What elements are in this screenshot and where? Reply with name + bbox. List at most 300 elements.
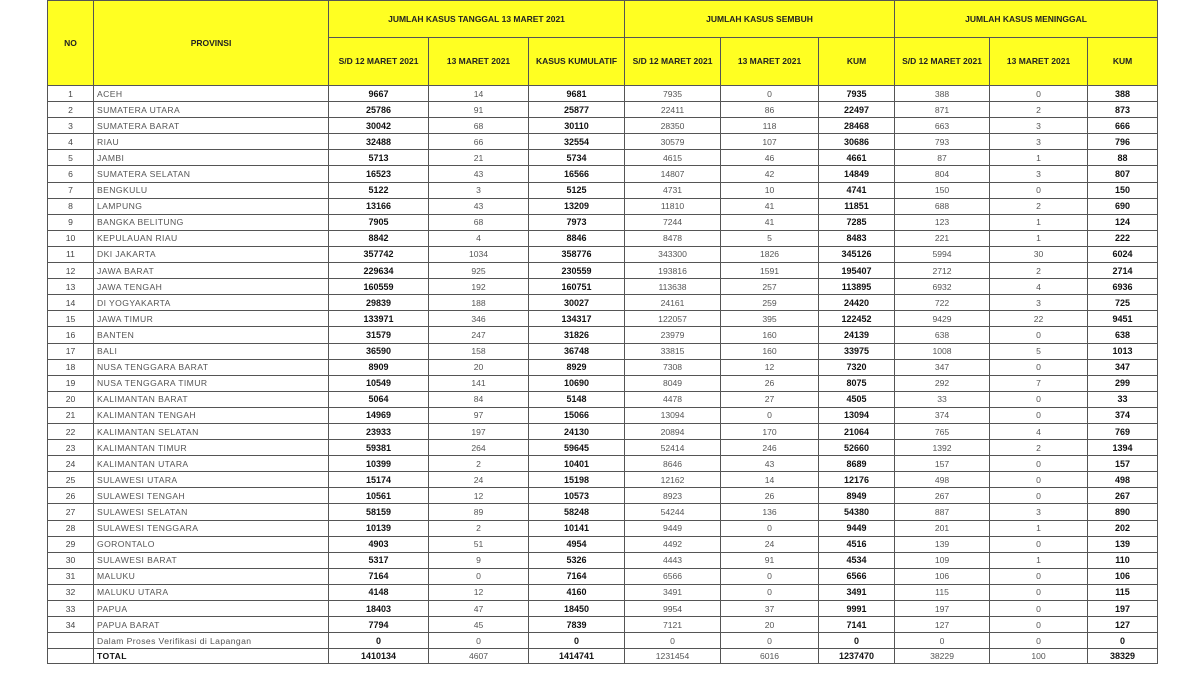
table-row [48, 633, 1158, 649]
cell-sembuh-kum: 21064 [819, 423, 895, 439]
cell-kasus-sd12: 25786 [329, 102, 429, 118]
cell-provinsi: TOTAL [94, 649, 329, 664]
cell-provinsi: KEPULAUAN RIAU [94, 230, 329, 246]
cell-sembuh-kum: 33975 [819, 343, 895, 359]
cell-kasus-kumulatif: 10690 [529, 375, 625, 391]
cell-meninggal-sd12: 663 [895, 118, 990, 134]
table-row [48, 263, 1158, 279]
cell-kasus-sd12: 10139 [329, 520, 429, 536]
table-row [48, 359, 1158, 375]
cell-meninggal-sd12: 722 [895, 295, 990, 311]
cell-meninggal-sd12: 498 [895, 472, 990, 488]
cell-meninggal-sd12: 38229 [895, 649, 990, 664]
cell-meninggal-sd12: 109 [895, 552, 990, 568]
cell-no: 19 [48, 375, 94, 391]
cell-kasus-13: 3 [429, 182, 529, 198]
cell-no: 1 [48, 86, 94, 102]
cell-provinsi: BENGKULU [94, 182, 329, 198]
cell-sembuh-kum: 4516 [819, 536, 895, 552]
cell-kasus-sd12: 16523 [329, 166, 429, 182]
cell-kasus-kumulatif: 134317 [529, 311, 625, 327]
cell-meninggal-kum: 1394 [1088, 440, 1158, 456]
cell-meninggal-kum: 115 [1088, 584, 1158, 600]
cell-provinsi: JAWA TENGAH [94, 279, 329, 295]
cell-meninggal-sd12: 887 [895, 504, 990, 520]
cell-sembuh-kum: 12176 [819, 472, 895, 488]
cell-kasus-sd12: 7905 [329, 214, 429, 230]
cell-kasus-sd12: 7164 [329, 568, 429, 584]
cell-provinsi: KALIMANTAN TENGAH [94, 407, 329, 423]
cell-sembuh-13: 0 [721, 520, 819, 536]
cell-sembuh-13: 136 [721, 504, 819, 520]
cell-sembuh-13: 160 [721, 327, 819, 343]
table-row [48, 552, 1158, 568]
cell-kasus-sd12: 4903 [329, 536, 429, 552]
cell-sembuh-13: 6016 [721, 649, 819, 664]
cell-sembuh-sd12: 20894 [625, 423, 721, 439]
cell-sembuh-kum: 3491 [819, 584, 895, 600]
cell-sembuh-kum: 22497 [819, 102, 895, 118]
cell-kasus-kumulatif: 160751 [529, 279, 625, 295]
cell-kasus-kumulatif: 32554 [529, 134, 625, 150]
cell-kasus-13: 45 [429, 617, 529, 633]
cell-meninggal-kum: 267 [1088, 488, 1158, 504]
cell-kasus-kumulatif: 31826 [529, 327, 625, 343]
cell-meninggal-kum: 222 [1088, 230, 1158, 246]
cell-provinsi: KALIMANTAN TIMUR [94, 440, 329, 456]
cell-kasus-13: 4 [429, 230, 529, 246]
cell-no: 20 [48, 391, 94, 407]
cell-sembuh-kum: 4661 [819, 150, 895, 166]
cell-no [48, 649, 94, 664]
cell-sembuh-kum: 14849 [819, 166, 895, 182]
cell-kasus-sd12: 5122 [329, 182, 429, 198]
cell-sembuh-kum: 4505 [819, 391, 895, 407]
cell-sembuh-kum: 122452 [819, 311, 895, 327]
table-row [48, 198, 1158, 214]
cell-kasus-13: 9 [429, 552, 529, 568]
cell-meninggal-sd12: 197 [895, 601, 990, 617]
cell-sembuh-13: 41 [721, 198, 819, 214]
cell-kasus-13: 66 [429, 134, 529, 150]
cell-provinsi: SUMATERA SELATAN [94, 166, 329, 182]
header-group-kasus: JUMLAH KASUS TANGGAL 13 MARET 2021 [329, 1, 625, 38]
cell-kasus-13: 97 [429, 407, 529, 423]
cell-meninggal-sd12: 9429 [895, 311, 990, 327]
cell-no [48, 633, 94, 649]
cell-sembuh-13: 91 [721, 552, 819, 568]
cell-meninggal-kum: 347 [1088, 359, 1158, 375]
cell-meninggal-sd12: 123 [895, 214, 990, 230]
cell-meninggal-13: 0 [990, 327, 1088, 343]
cell-provinsi: MALUKU UTARA [94, 584, 329, 600]
cell-provinsi: ACEH [94, 86, 329, 102]
cell-no: 18 [48, 359, 94, 375]
cell-meninggal-kum: 139 [1088, 536, 1158, 552]
cell-no: 10 [48, 230, 94, 246]
cell-sembuh-sd12: 9449 [625, 520, 721, 536]
cell-kasus-sd12: 8909 [329, 359, 429, 375]
cell-provinsi: BANGKA BELITUNG [94, 214, 329, 230]
cell-kasus-sd12: 5317 [329, 552, 429, 568]
cell-kasus-kumulatif: 15198 [529, 472, 625, 488]
cell-meninggal-13: 3 [990, 166, 1088, 182]
cell-sembuh-sd12: 6566 [625, 568, 721, 584]
cell-no: 22 [48, 423, 94, 439]
cell-meninggal-kum: 873 [1088, 102, 1158, 118]
table-row [48, 311, 1158, 327]
table-row [48, 472, 1158, 488]
cell-provinsi: DKI JAKARTA [94, 246, 329, 262]
cell-sembuh-sd12: 8646 [625, 456, 721, 472]
cell-provinsi: SULAWESI SELATAN [94, 504, 329, 520]
cell-meninggal-13: 3 [990, 118, 1088, 134]
cell-sembuh-13: 10 [721, 182, 819, 198]
cell-meninggal-13: 0 [990, 536, 1088, 552]
cell-meninggal-sd12: 804 [895, 166, 990, 182]
cell-sembuh-sd12: 4443 [625, 552, 721, 568]
cell-kasus-sd12: 7794 [329, 617, 429, 633]
cell-kasus-13: 2 [429, 520, 529, 536]
cell-meninggal-13: 2 [990, 263, 1088, 279]
cell-meninggal-kum: 110 [1088, 552, 1158, 568]
header-meninggal-13: 13 MARET 2021 [990, 38, 1088, 86]
cell-sembuh-kum: 7935 [819, 86, 895, 102]
cell-kasus-kumulatif: 58248 [529, 504, 625, 520]
cell-sembuh-13: 27 [721, 391, 819, 407]
cell-sembuh-sd12: 0 [625, 633, 721, 649]
header-sembuh-kum: KUM [819, 38, 895, 86]
cell-kasus-sd12: 357742 [329, 246, 429, 262]
cell-no: 34 [48, 617, 94, 633]
cell-kasus-sd12: 31579 [329, 327, 429, 343]
cell-meninggal-kum: 127 [1088, 617, 1158, 633]
cell-kasus-kumulatif: 59645 [529, 440, 625, 456]
table-row [48, 102, 1158, 118]
cell-kasus-kumulatif: 8929 [529, 359, 625, 375]
cell-meninggal-13: 1 [990, 230, 1088, 246]
cell-meninggal-sd12: 871 [895, 102, 990, 118]
cell-no: 21 [48, 407, 94, 423]
cell-meninggal-kum: 88 [1088, 150, 1158, 166]
cell-meninggal-kum: 807 [1088, 166, 1158, 182]
cell-kasus-13: 264 [429, 440, 529, 456]
cell-kasus-13: 1034 [429, 246, 529, 262]
cell-sembuh-13: 26 [721, 488, 819, 504]
cell-sembuh-sd12: 52414 [625, 440, 721, 456]
cell-no: 13 [48, 279, 94, 295]
cell-sembuh-kum: 13094 [819, 407, 895, 423]
cell-kasus-sd12: 133971 [329, 311, 429, 327]
table-row [48, 230, 1158, 246]
cell-sembuh-sd12: 12162 [625, 472, 721, 488]
cell-meninggal-13: 0 [990, 86, 1088, 102]
cell-meninggal-sd12: 139 [895, 536, 990, 552]
cell-kasus-13: 925 [429, 263, 529, 279]
cell-no: 16 [48, 327, 94, 343]
cell-sembuh-sd12: 13094 [625, 407, 721, 423]
cell-meninggal-13: 1 [990, 214, 1088, 230]
cell-sembuh-sd12: 28350 [625, 118, 721, 134]
cell-meninggal-kum: 0 [1088, 633, 1158, 649]
cell-kasus-13: 51 [429, 536, 529, 552]
cell-sembuh-kum: 9449 [819, 520, 895, 536]
cell-sembuh-13: 37 [721, 601, 819, 617]
cell-kasus-kumulatif: 30110 [529, 118, 625, 134]
cell-kasus-kumulatif: 36748 [529, 343, 625, 359]
table-row [48, 118, 1158, 134]
cell-meninggal-13: 30 [990, 246, 1088, 262]
cell-meninggal-sd12: 1008 [895, 343, 990, 359]
cell-sembuh-sd12: 30579 [625, 134, 721, 150]
table-row [48, 343, 1158, 359]
cell-sembuh-kum: 30686 [819, 134, 895, 150]
cell-provinsi: KALIMANTAN UTARA [94, 456, 329, 472]
cell-sembuh-13: 118 [721, 118, 819, 134]
cell-meninggal-sd12: 6932 [895, 279, 990, 295]
header-meninggal-sd12: S/D 12 MARET 2021 [895, 38, 990, 86]
table-row [48, 488, 1158, 504]
cell-meninggal-kum: 1013 [1088, 343, 1158, 359]
cell-provinsi: KALIMANTAN SELATAN [94, 423, 329, 439]
header-sembuh-sd12: S/D 12 MARET 2021 [625, 38, 721, 86]
cell-meninggal-sd12: 221 [895, 230, 990, 246]
cell-sembuh-13: 5 [721, 230, 819, 246]
cell-kasus-kumulatif: 9681 [529, 86, 625, 102]
cell-no: 11 [48, 246, 94, 262]
cell-meninggal-sd12: 638 [895, 327, 990, 343]
table-row [48, 279, 1158, 295]
cell-kasus-13: 84 [429, 391, 529, 407]
cell-meninggal-13: 3 [990, 134, 1088, 150]
cell-kasus-13: 192 [429, 279, 529, 295]
cell-kasus-sd12: 5713 [329, 150, 429, 166]
cell-meninggal-13: 100 [990, 649, 1088, 664]
table-row [48, 295, 1158, 311]
cell-meninggal-kum: 725 [1088, 295, 1158, 311]
cell-meninggal-13: 0 [990, 584, 1088, 600]
cell-sembuh-kum: 7285 [819, 214, 895, 230]
table-row [48, 327, 1158, 343]
cell-provinsi: SULAWESI BARAT [94, 552, 329, 568]
cell-sembuh-kum: 54380 [819, 504, 895, 520]
cell-no: 29 [48, 536, 94, 552]
cell-meninggal-sd12: 115 [895, 584, 990, 600]
cell-kasus-13: 0 [429, 633, 529, 649]
cell-provinsi: BALI [94, 343, 329, 359]
cell-meninggal-sd12: 87 [895, 150, 990, 166]
cell-sembuh-kum: 24139 [819, 327, 895, 343]
cell-no: 17 [48, 343, 94, 359]
cell-meninggal-13: 5 [990, 343, 1088, 359]
cell-sembuh-sd12: 7121 [625, 617, 721, 633]
cell-kasus-kumulatif: 5734 [529, 150, 625, 166]
cell-meninggal-kum: 388 [1088, 86, 1158, 102]
cell-sembuh-sd12: 22411 [625, 102, 721, 118]
cell-sembuh-sd12: 23979 [625, 327, 721, 343]
cell-kasus-sd12: 10549 [329, 375, 429, 391]
cell-meninggal-kum: 638 [1088, 327, 1158, 343]
cell-meninggal-13: 0 [990, 488, 1088, 504]
cell-meninggal-sd12: 150 [895, 182, 990, 198]
table-row [48, 440, 1158, 456]
cell-meninggal-13: 0 [990, 407, 1088, 423]
cell-kasus-sd12: 10561 [329, 488, 429, 504]
cell-no: 2 [48, 102, 94, 118]
cell-sembuh-13: 1591 [721, 263, 819, 279]
table-body [48, 86, 1158, 664]
cell-sembuh-sd12: 7935 [625, 86, 721, 102]
cell-sembuh-13: 170 [721, 423, 819, 439]
cell-provinsi: RIAU [94, 134, 329, 150]
cell-sembuh-13: 107 [721, 134, 819, 150]
table-row [48, 86, 1158, 102]
cell-sembuh-sd12: 1231454 [625, 649, 721, 664]
cell-sembuh-13: 0 [721, 633, 819, 649]
cell-meninggal-13: 0 [990, 456, 1088, 472]
cell-sembuh-13: 395 [721, 311, 819, 327]
cell-sembuh-kum: 8689 [819, 456, 895, 472]
cell-kasus-sd12: 59381 [329, 440, 429, 456]
cell-sembuh-13: 160 [721, 343, 819, 359]
cell-sembuh-13: 14 [721, 472, 819, 488]
cell-meninggal-kum: 197 [1088, 601, 1158, 617]
cell-meninggal-sd12: 374 [895, 407, 990, 423]
cell-meninggal-kum: 374 [1088, 407, 1158, 423]
cell-kasus-13: 21 [429, 150, 529, 166]
cell-meninggal-kum: 6024 [1088, 246, 1158, 262]
header-kasus-kumulatif: KASUS KUMULATIF [529, 38, 625, 86]
cell-sembuh-sd12: 11810 [625, 198, 721, 214]
cell-sembuh-kum: 7141 [819, 617, 895, 633]
cell-kasus-kumulatif: 10573 [529, 488, 625, 504]
cell-sembuh-sd12: 7308 [625, 359, 721, 375]
header-meninggal-kum: KUM [1088, 38, 1158, 86]
cell-provinsi: SULAWESI TENGAH [94, 488, 329, 504]
cell-sembuh-sd12: 8049 [625, 375, 721, 391]
cell-meninggal-sd12: 1392 [895, 440, 990, 456]
cell-sembuh-sd12: 33815 [625, 343, 721, 359]
table-row [48, 166, 1158, 182]
cell-meninggal-kum: 6936 [1088, 279, 1158, 295]
cell-kasus-sd12: 4148 [329, 584, 429, 600]
cell-kasus-sd12: 9667 [329, 86, 429, 102]
cell-kasus-13: 2 [429, 456, 529, 472]
cell-meninggal-13: 2 [990, 440, 1088, 456]
cell-no: 8 [48, 198, 94, 214]
cell-kasus-sd12: 29839 [329, 295, 429, 311]
cell-meninggal-kum: 157 [1088, 456, 1158, 472]
cell-no: 12 [48, 263, 94, 279]
cell-sembuh-13: 42 [721, 166, 819, 182]
cell-meninggal-13: 0 [990, 359, 1088, 375]
cell-kasus-sd12: 13166 [329, 198, 429, 214]
cell-no: 33 [48, 601, 94, 617]
cell-kasus-13: 47 [429, 601, 529, 617]
table-row [48, 423, 1158, 439]
cell-sembuh-13: 46 [721, 150, 819, 166]
cell-no: 6 [48, 166, 94, 182]
cell-sembuh-13: 1826 [721, 246, 819, 262]
cell-sembuh-sd12: 4731 [625, 182, 721, 198]
table-row [48, 520, 1158, 536]
cell-sembuh-kum: 9991 [819, 601, 895, 617]
cell-no: 28 [48, 520, 94, 536]
cell-provinsi: GORONTALO [94, 536, 329, 552]
cell-meninggal-sd12: 5994 [895, 246, 990, 262]
cell-sembuh-sd12: 193816 [625, 263, 721, 279]
cell-no: 23 [48, 440, 94, 456]
header-group-sembuh: JUMLAH KASUS SEMBUH [625, 1, 895, 38]
cell-sembuh-sd12: 14807 [625, 166, 721, 182]
table-row [48, 536, 1158, 552]
cell-sembuh-kum: 11851 [819, 198, 895, 214]
cell-meninggal-13: 0 [990, 601, 1088, 617]
cell-meninggal-13: 0 [990, 391, 1088, 407]
table-row [48, 214, 1158, 230]
cell-sembuh-kum: 4741 [819, 182, 895, 198]
cell-kasus-sd12: 0 [329, 633, 429, 649]
cell-provinsi: SUMATERA BARAT [94, 118, 329, 134]
cell-no: 3 [48, 118, 94, 134]
cell-provinsi: Dalam Proses Verifikasi di Lapangan [94, 633, 329, 649]
cell-kasus-kumulatif: 7973 [529, 214, 625, 230]
cell-no: 15 [48, 311, 94, 327]
cell-meninggal-13: 0 [990, 617, 1088, 633]
cell-kasus-kumulatif: 7164 [529, 568, 625, 584]
cell-meninggal-sd12: 157 [895, 456, 990, 472]
table-row [48, 375, 1158, 391]
cell-kasus-sd12: 14969 [329, 407, 429, 423]
table-row [48, 407, 1158, 423]
cell-meninggal-sd12: 688 [895, 198, 990, 214]
cell-meninggal-sd12: 33 [895, 391, 990, 407]
cell-meninggal-kum: 33 [1088, 391, 1158, 407]
cell-meninggal-sd12: 201 [895, 520, 990, 536]
cell-kasus-kumulatif: 358776 [529, 246, 625, 262]
cell-kasus-13: 188 [429, 295, 529, 311]
cell-no: 24 [48, 456, 94, 472]
table-row [48, 584, 1158, 600]
cell-sembuh-kum: 345126 [819, 246, 895, 262]
cell-provinsi: SULAWESI UTARA [94, 472, 329, 488]
table-row [48, 150, 1158, 166]
cell-kasus-kumulatif: 8846 [529, 230, 625, 246]
cell-kasus-13: 197 [429, 423, 529, 439]
cell-kasus-13: 14 [429, 86, 529, 102]
cell-no: 5 [48, 150, 94, 166]
cell-kasus-13: 24 [429, 472, 529, 488]
cell-kasus-kumulatif: 4954 [529, 536, 625, 552]
cell-meninggal-kum: 769 [1088, 423, 1158, 439]
cell-meninggal-kum: 690 [1088, 198, 1158, 214]
cell-sembuh-kum: 0 [819, 633, 895, 649]
cell-provinsi: PAPUA BARAT [94, 617, 329, 633]
cell-no: 31 [48, 568, 94, 584]
cell-no: 30 [48, 552, 94, 568]
covid-case-table [47, 0, 1158, 664]
cell-sembuh-kum: 24420 [819, 295, 895, 311]
cell-kasus-sd12: 1410134 [329, 649, 429, 664]
cell-kasus-kumulatif: 30027 [529, 295, 625, 311]
cell-no: 4 [48, 134, 94, 150]
cell-sembuh-13: 246 [721, 440, 819, 456]
cell-meninggal-13: 2 [990, 198, 1088, 214]
cell-meninggal-13: 1 [990, 520, 1088, 536]
cell-meninggal-sd12: 0 [895, 633, 990, 649]
table-row [48, 504, 1158, 520]
cell-kasus-kumulatif: 0 [529, 633, 625, 649]
